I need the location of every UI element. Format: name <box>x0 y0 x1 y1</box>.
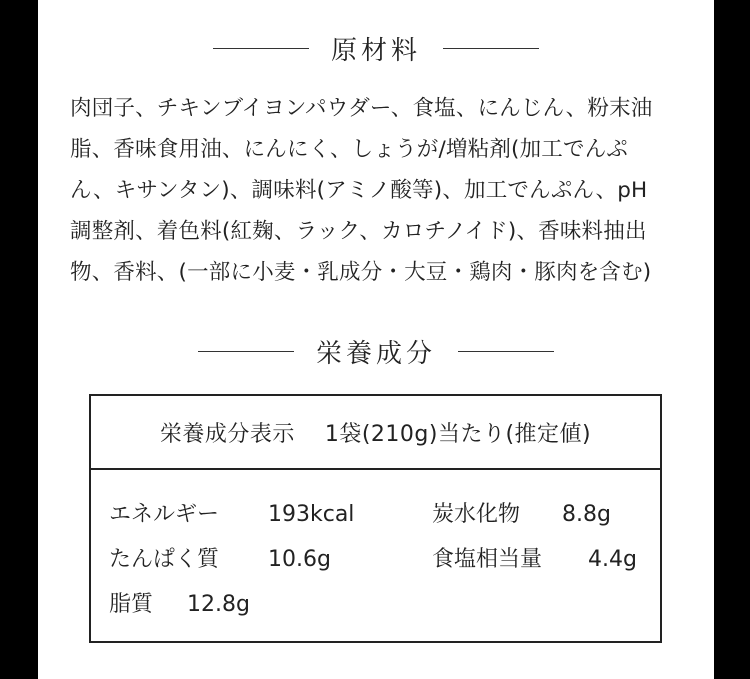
nutrition-value: 193kcal <box>268 502 355 527</box>
nutrition-item-carbohydrate <box>432 497 611 528</box>
nutrition-label: たんぱく質 <box>109 547 220 572</box>
heading-rule-right <box>458 351 554 352</box>
nutrition-item-salt <box>432 542 637 573</box>
nutrition-label: 食塩相当量 <box>432 547 543 572</box>
nutrition-title: 栄養成分 <box>315 339 436 369</box>
heading-rule-right <box>443 48 539 49</box>
nutrition-table-header: 栄養成分表示 1袋(210g)当たり(推定値) <box>91 396 660 470</box>
nutrition-value: 10.6g <box>268 547 331 572</box>
ingredients-line: 物、香料、(一部に小麦・乳成分・大豆・鶏肉・豚肉を含む) <box>70 260 652 285</box>
ingredients-heading <box>38 30 714 67</box>
nutrition-value: 12.8g <box>187 592 250 617</box>
ingredients-line: 肉団子、チキンブイヨンパウダー、食塩、にんじん、粉末油 <box>70 96 653 121</box>
nutrition-heading <box>38 333 714 370</box>
ingredients-line: 脂、香味食用油、にんにく、しょうが/増粘剤(加工でんぷ <box>70 137 629 162</box>
ingredients-line: ん、キサンタン)、調味料(アミノ酸等)、加工でんぷん、pH <box>70 178 648 203</box>
ingredients-title: 原材料 <box>330 36 421 66</box>
nutrition-item-fat <box>109 587 250 618</box>
ingredients-page <box>38 0 714 679</box>
ingredients-list <box>70 88 700 293</box>
nutrition-value: 4.4g <box>588 547 637 572</box>
nutrition-label: エネルギー <box>109 502 220 527</box>
ingredients-line: 調整剤、着色料(紅麹、ラック、カロチノイド)、香味料抽出 <box>70 219 647 244</box>
nutrition-table <box>89 394 662 643</box>
nutrition-label: 脂質 <box>109 592 154 617</box>
nutrition-value: 8.8g <box>562 502 611 527</box>
heading-rule-left <box>198 351 294 352</box>
nutrition-label: 炭水化物 <box>432 502 521 527</box>
nutrition-item-protein <box>109 542 331 573</box>
nutrition-item-energy <box>109 497 354 528</box>
heading-rule-left <box>213 48 309 49</box>
